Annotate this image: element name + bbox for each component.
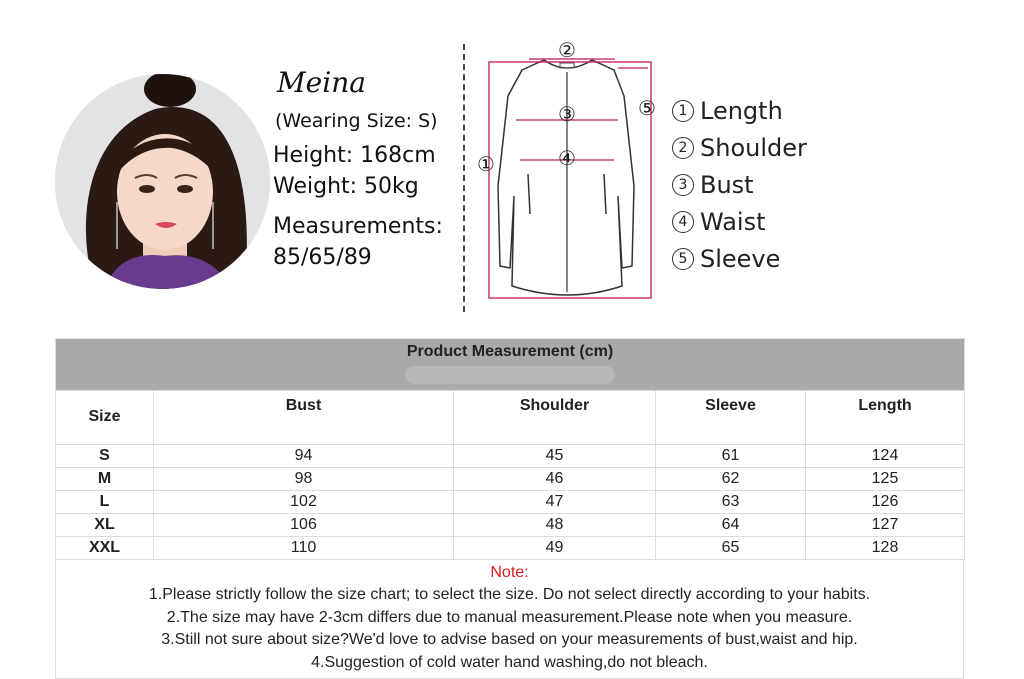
notes-section [55,560,964,679]
cell-length: 128 [806,537,965,560]
note-line-2: 2.The size may have 2-3cm differs due to manual measurement.Please note when you measure. [166,608,853,626]
cell-sleeve: 65 [656,537,806,560]
cell-size: L [56,491,154,514]
size-chart [55,338,964,679]
table-row [56,537,965,560]
model-portrait-illustration [55,74,270,289]
cell-sleeve: 62 [656,468,806,491]
cell-shoulder: 48 [454,514,656,537]
table-title-row [56,339,965,391]
cell-size: XXL [56,537,154,560]
legend-number: 5 [672,248,694,270]
legend-label: Sleeve [700,244,781,273]
model-weight: Weight: 50kg [273,174,419,199]
model-height: Height: 168cm [273,143,436,168]
cell-length: 124 [806,445,965,468]
legend-label: Waist [700,207,766,236]
cell-size: M [56,468,154,491]
cell-size: XL [56,514,154,537]
measurement-legend [670,92,807,277]
cell-size: S [56,445,154,468]
marker-waist: ④ [558,146,576,170]
cell-bust: 110 [154,537,454,560]
table-row [56,445,965,468]
model-measurements-value: 85/65/89 [273,245,372,270]
coat-outline [498,60,634,295]
note-line-3: 3.Still not sure about size?We'd love to advise based on your measurements of bust,waist and hip. [161,631,858,648]
cell-bust: 98 [154,468,454,491]
legend-item-sleeve [670,240,807,277]
model-name: Meina [277,66,366,99]
cell-bust: 94 [154,445,454,468]
table-title [56,339,965,391]
model-wearing-size: (Wearing Size: S) [275,110,438,132]
note-line-1: 1.Please strictly follow the size chart; to select the size. Do not select directly according to your habits. [148,586,871,603]
cell-sleeve: 63 [656,491,806,514]
coat-measurement-diagram [472,36,662,304]
table-row [56,491,965,514]
table-title-text: Product Measurement (cm) [406,343,614,360]
legend-item-bust [670,166,807,203]
header-shoulder: Shoulder [454,391,656,445]
legend-number: 3 [672,174,694,196]
cell-length: 125 [806,468,965,491]
cell-sleeve: 61 [656,445,806,468]
table-header-row [56,391,965,445]
table-row [56,514,965,537]
header-size: Size [56,391,154,445]
header-length: Length [806,391,965,445]
marker-length: ① [477,152,495,176]
table-row [56,468,965,491]
cell-shoulder: 46 [454,468,656,491]
marker-sleeve: ⑤ [638,96,656,120]
legend-item-length [670,92,807,129]
section-divider [463,44,465,312]
note-line-4: 4.Suggestion of cold water hand washing,do not bleach. [311,653,708,671]
legend-number: 1 [672,100,694,122]
legend-label: Shoulder [700,133,807,162]
model-measurements-label: Measurements: [273,214,443,239]
cell-bust: 106 [154,514,454,537]
legend-label: Bust [700,170,754,199]
size-table [55,338,965,560]
legend-number: 2 [672,137,694,159]
legend-item-waist [670,203,807,240]
marker-shoulder: ② [558,38,576,62]
cell-bust: 102 [154,491,454,514]
watermark-blur [405,366,615,384]
cell-shoulder: 49 [454,537,656,560]
cell-length: 126 [806,491,965,514]
legend-item-shoulder [670,129,807,166]
cell-length: 127 [806,514,965,537]
header-bust: Bust [154,391,454,445]
model-avatar [55,74,270,289]
cell-shoulder: 45 [454,445,656,468]
note-title: Note: [490,564,529,581]
cell-shoulder: 47 [454,491,656,514]
cell-sleeve: 64 [656,514,806,537]
marker-bust: ③ [558,102,576,126]
legend-label: Length [700,96,783,125]
header-sleeve: Sleeve [656,391,806,445]
legend-number: 4 [672,211,694,233]
